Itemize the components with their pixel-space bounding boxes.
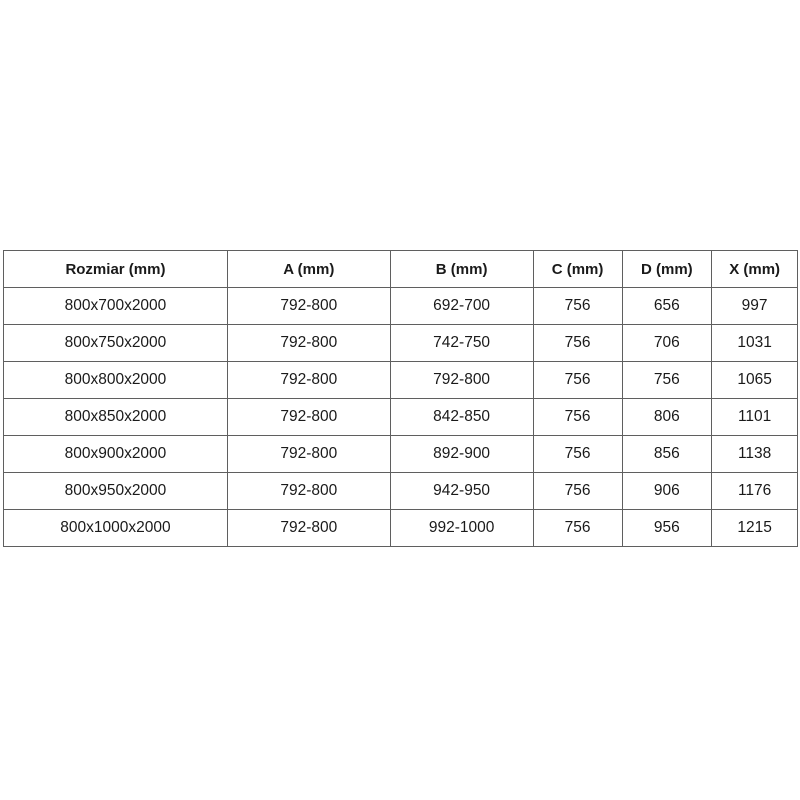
table-cell-c: 756 <box>533 473 622 510</box>
table-cell-b: 692-700 <box>390 288 533 325</box>
table-row <box>4 399 798 436</box>
column-header-a: A (mm) <box>227 251 390 288</box>
table-row <box>4 288 798 325</box>
column-header-b: B (mm) <box>390 251 533 288</box>
table-cell-a: 792-800 <box>227 362 390 399</box>
table-cell-d: 906 <box>622 473 712 510</box>
table-cell-a: 792-800 <box>227 510 390 547</box>
table-cell-d: 856 <box>622 436 712 473</box>
table-cell-rozmiar: 800x1000x2000 <box>4 510 228 547</box>
table-cell-c: 756 <box>533 510 622 547</box>
table-cell-rozmiar: 800x900x2000 <box>4 436 228 473</box>
table-cell-b: 742-750 <box>390 325 533 362</box>
table-cell-b: 892-900 <box>390 436 533 473</box>
table-row <box>4 362 798 399</box>
table-cell-a: 792-800 <box>227 473 390 510</box>
table-cell-rozmiar: 800x800x2000 <box>4 362 228 399</box>
table-cell-rozmiar: 800x700x2000 <box>4 288 228 325</box>
table-cell-x: 1215 <box>712 510 798 547</box>
table-row <box>4 436 798 473</box>
table-cell-x: 1065 <box>712 362 798 399</box>
table-row <box>4 473 798 510</box>
table-cell-b: 792-800 <box>390 362 533 399</box>
table-cell-c: 756 <box>533 325 622 362</box>
dimensions-table-container <box>3 250 798 547</box>
table-cell-b: 942-950 <box>390 473 533 510</box>
table-cell-d: 806 <box>622 399 712 436</box>
table-cell-c: 756 <box>533 399 622 436</box>
table-cell-rozmiar: 800x850x2000 <box>4 399 228 436</box>
table-cell-a: 792-800 <box>227 325 390 362</box>
table-cell-b: 992-1000 <box>390 510 533 547</box>
table-cell-a: 792-800 <box>227 436 390 473</box>
table-cell-a: 792-800 <box>227 399 390 436</box>
dimensions-table <box>3 250 798 547</box>
column-header-rozmiar: Rozmiar (mm) <box>4 251 228 288</box>
table-cell-c: 756 <box>533 362 622 399</box>
column-header-d: D (mm) <box>622 251 712 288</box>
column-header-c: C (mm) <box>533 251 622 288</box>
table-row <box>4 510 798 547</box>
table-row <box>4 325 798 362</box>
table-cell-rozmiar: 800x950x2000 <box>4 473 228 510</box>
table-cell-c: 756 <box>533 436 622 473</box>
table-cell-rozmiar: 800x750x2000 <box>4 325 228 362</box>
column-header-x: X (mm) <box>712 251 798 288</box>
table-cell-d: 656 <box>622 288 712 325</box>
table-cell-b: 842-850 <box>390 399 533 436</box>
table-cell-a: 792-800 <box>227 288 390 325</box>
table-cell-d: 956 <box>622 510 712 547</box>
table-cell-x: 1176 <box>712 473 798 510</box>
table-cell-x: 997 <box>712 288 798 325</box>
table-header-row <box>4 251 798 288</box>
table-cell-x: 1031 <box>712 325 798 362</box>
table-cell-c: 756 <box>533 288 622 325</box>
table-cell-d: 706 <box>622 325 712 362</box>
table-cell-x: 1101 <box>712 399 798 436</box>
table-cell-d: 756 <box>622 362 712 399</box>
table-cell-x: 1138 <box>712 436 798 473</box>
